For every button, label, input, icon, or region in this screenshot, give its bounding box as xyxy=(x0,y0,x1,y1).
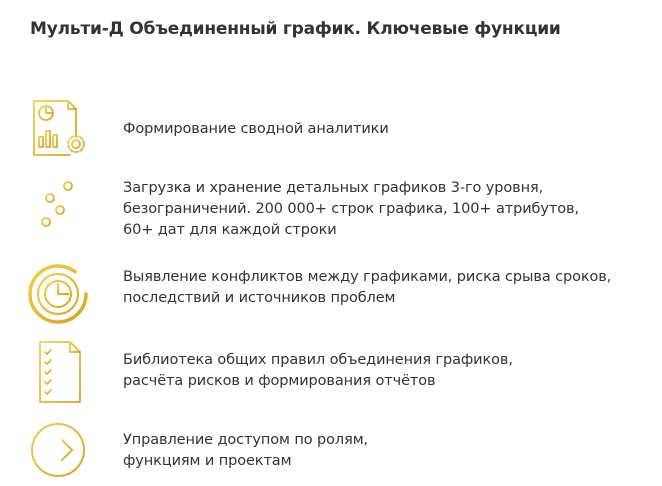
feature-line: безограничений. 200 000+ строк графика, 100+ атрибутов, xyxy=(123,201,579,217)
feature-text xyxy=(123,430,653,472)
arrow-right-circle-icon xyxy=(26,418,90,482)
sliders-icon xyxy=(26,176,90,240)
feature-line: 60+ дат для каждой строки xyxy=(123,222,337,238)
feature-text xyxy=(123,178,653,241)
feature-line: функциям и проектам xyxy=(123,453,292,469)
report-analytics-icon xyxy=(26,97,90,161)
feature-line: Библиотека общих правил объединения графиков, xyxy=(123,352,513,368)
feature-line: Загрузка и хранение детальных графиков 3-го уровня, xyxy=(123,180,544,196)
feature-text xyxy=(123,350,653,392)
clock-target-icon xyxy=(26,262,90,326)
feature-line: расчёта рисков и формирования отчётов xyxy=(123,373,436,389)
feature-text xyxy=(123,119,653,140)
page-title: Мульти-Д Объединенный график. Ключевые функции xyxy=(30,19,561,39)
feature-line: последствий и источников проблем xyxy=(123,290,396,306)
checklist-document-icon xyxy=(26,340,90,404)
feature-text xyxy=(123,267,653,309)
feature-line: Формирование сводной аналитики xyxy=(123,121,389,137)
feature-line: Управление доступом по ролям, xyxy=(123,432,369,448)
feature-line: Выявление конфликтов между графиками, риска срыва сроков, xyxy=(123,269,612,285)
